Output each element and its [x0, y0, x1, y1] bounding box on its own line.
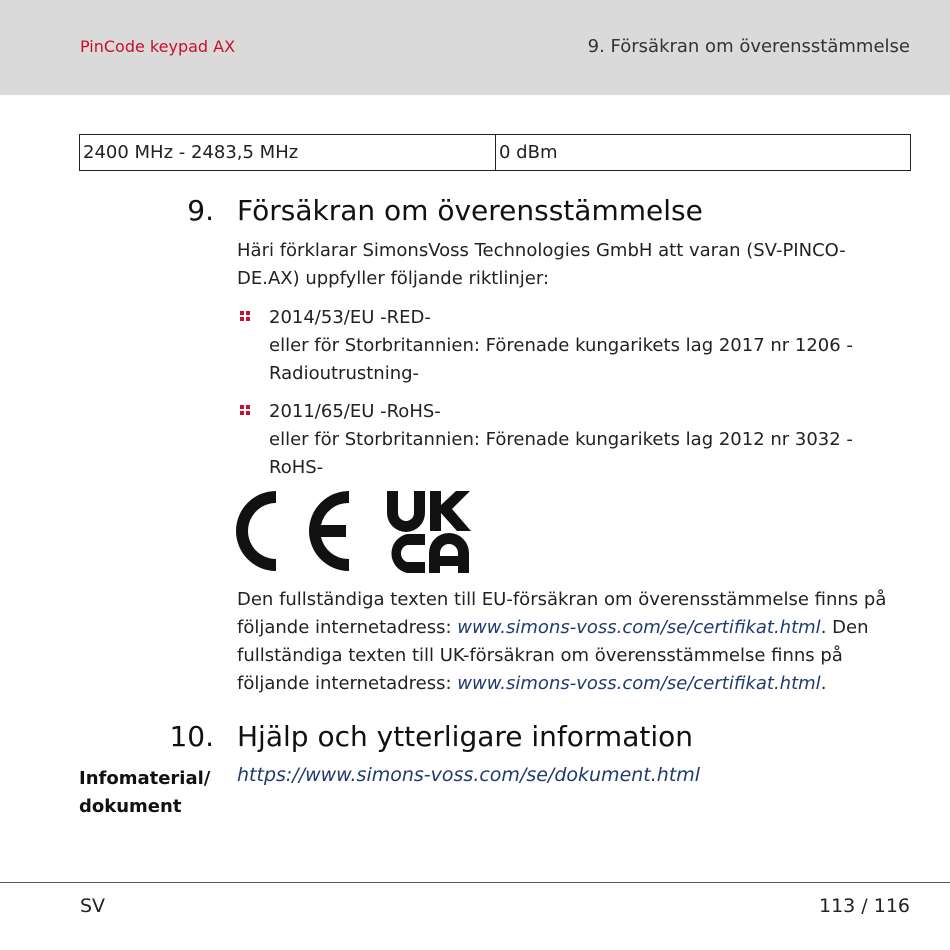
section-number: 10. [169, 720, 214, 753]
frequency-table [79, 134, 911, 171]
infomaterial-label: Infomaterial/ dokument [79, 768, 211, 817]
page-header [0, 0, 950, 95]
section-title: Försäkran om överensstämmelse [237, 194, 703, 227]
table-cell: 0 dBm [496, 135, 911, 171]
documents-link[interactable]: https://www.simons-voss.com/se/dokument.html [237, 764, 701, 786]
list-item [269, 398, 869, 482]
footer-divider [0, 882, 950, 883]
eu-declaration-paragraph [237, 586, 907, 698]
list-item [269, 304, 909, 388]
product-name: PinCode keypad AX [80, 37, 236, 56]
footer-language: SV [80, 895, 106, 917]
bullet-icon [240, 405, 250, 415]
intro-paragraph: Häri förklarar SimonsVoss Technologies GmbH att varan (SV-PINCO-DE.AX) uppfyller följande riktlinjer: [237, 240, 846, 289]
period: . [820, 617, 827, 638]
table-cell: 2400 MHz - 2483,5 MHz [80, 135, 496, 171]
table-row [80, 135, 911, 171]
directive-name: 2011/65/EU -RoHS- [269, 401, 441, 422]
section-number: 9. [187, 194, 214, 227]
chapter-title: 9. Försäkran om överensstämmelse [587, 36, 910, 57]
period: . [820, 673, 827, 694]
ce-mark-icon [236, 491, 349, 571]
page-number: 113 / 116 [818, 895, 910, 917]
bullet-icon [240, 311, 250, 321]
uk-declaration-text: Den fullständiga texten till UK-försäkran om överensstämmelse finns på följande internetadress: [237, 617, 869, 694]
uk-certificate-link[interactable]: www.simons-voss.com/se/certifikat.html [457, 673, 821, 694]
eu-declaration-text: Den fullständiga texten till EU-försäkran om överensstämmelse finns på följande internetadress: [237, 589, 887, 638]
section-title: Hjälp och ytterligare information [237, 720, 693, 753]
directive-name: 2014/53/EU -RED- [269, 307, 431, 328]
directive-uk-equivalent: eller för Storbritannien: Förenade kungarikets lag 2017 nr 1206 -Radioutrustning- [269, 335, 853, 384]
ukca-mark-icon [387, 491, 471, 573]
conformity-marks [236, 489, 471, 573]
eu-certificate-link[interactable]: www.simons-voss.com/se/certifikat.html [457, 617, 821, 638]
directive-uk-equivalent: eller för Storbritannien: Förenade kungarikets lag 2012 nr 3032 -RoHS- [269, 429, 853, 478]
